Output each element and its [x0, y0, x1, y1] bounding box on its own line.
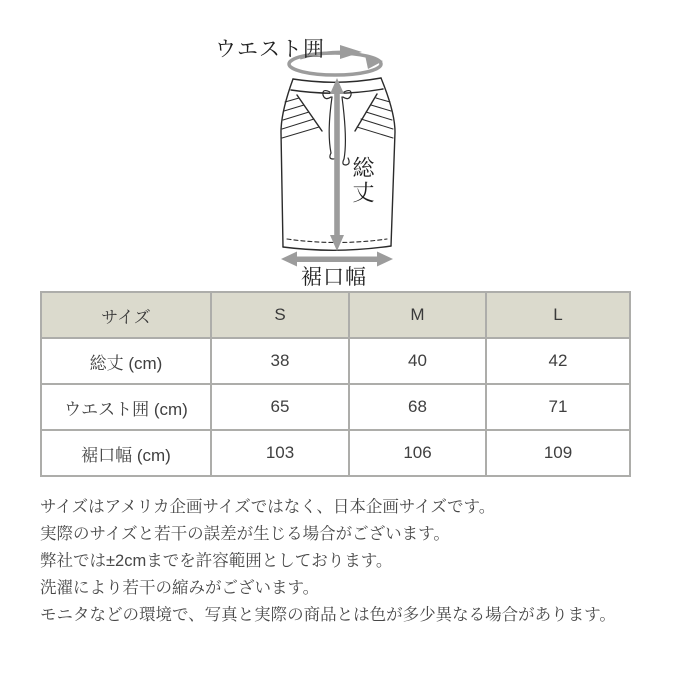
- garment-measurement-diagram: [0, 0, 680, 300]
- note-line: 弊社では±2cmまでを許容範囲としております。: [40, 552, 393, 570]
- row-label: ウエスト囲 (cm): [41, 384, 211, 430]
- header-cell-l: L: [486, 292, 630, 338]
- cell-value: 40: [349, 338, 486, 384]
- cell-value: 103: [211, 430, 349, 476]
- waist-label: ウエスト囲: [215, 38, 325, 61]
- header-cell-m: M: [349, 292, 486, 338]
- table-row-hem: [41, 430, 630, 476]
- row-label: 総丈 (cm): [41, 338, 211, 384]
- length-label: 総丈: [350, 156, 375, 206]
- table-row-waist: [41, 384, 630, 430]
- length-arrow-icon: [330, 78, 344, 251]
- size-notes: [40, 494, 652, 629]
- header-cell-s: S: [211, 292, 349, 338]
- note-line: サイズはアメリカ企画サイズではなく、日本企画サイズです。: [40, 498, 496, 516]
- note-line: モニタなどの環境で、写真と実際の商品とは色が多少異なる場合があります。: [40, 606, 616, 624]
- cell-value: 65: [211, 384, 349, 430]
- cell-value: 109: [486, 430, 630, 476]
- table-row-length: [41, 338, 630, 384]
- cell-value: 106: [349, 430, 486, 476]
- hem-label: 裾口幅: [301, 266, 367, 289]
- note-line: 洗濯により若干の縮みがございます。: [40, 579, 320, 597]
- cell-value: 38: [211, 338, 349, 384]
- size-table-header-row: [41, 292, 630, 338]
- row-label: 裾口幅 (cm): [41, 430, 211, 476]
- cell-value: 71: [486, 384, 630, 430]
- size-table: [40, 291, 631, 477]
- header-cell-size: サイズ: [41, 292, 211, 338]
- cell-value: 68: [349, 384, 486, 430]
- note-line: 実際のサイズと若干の誤差が生じる場合がございます。: [40, 525, 450, 543]
- cell-value: 42: [486, 338, 630, 384]
